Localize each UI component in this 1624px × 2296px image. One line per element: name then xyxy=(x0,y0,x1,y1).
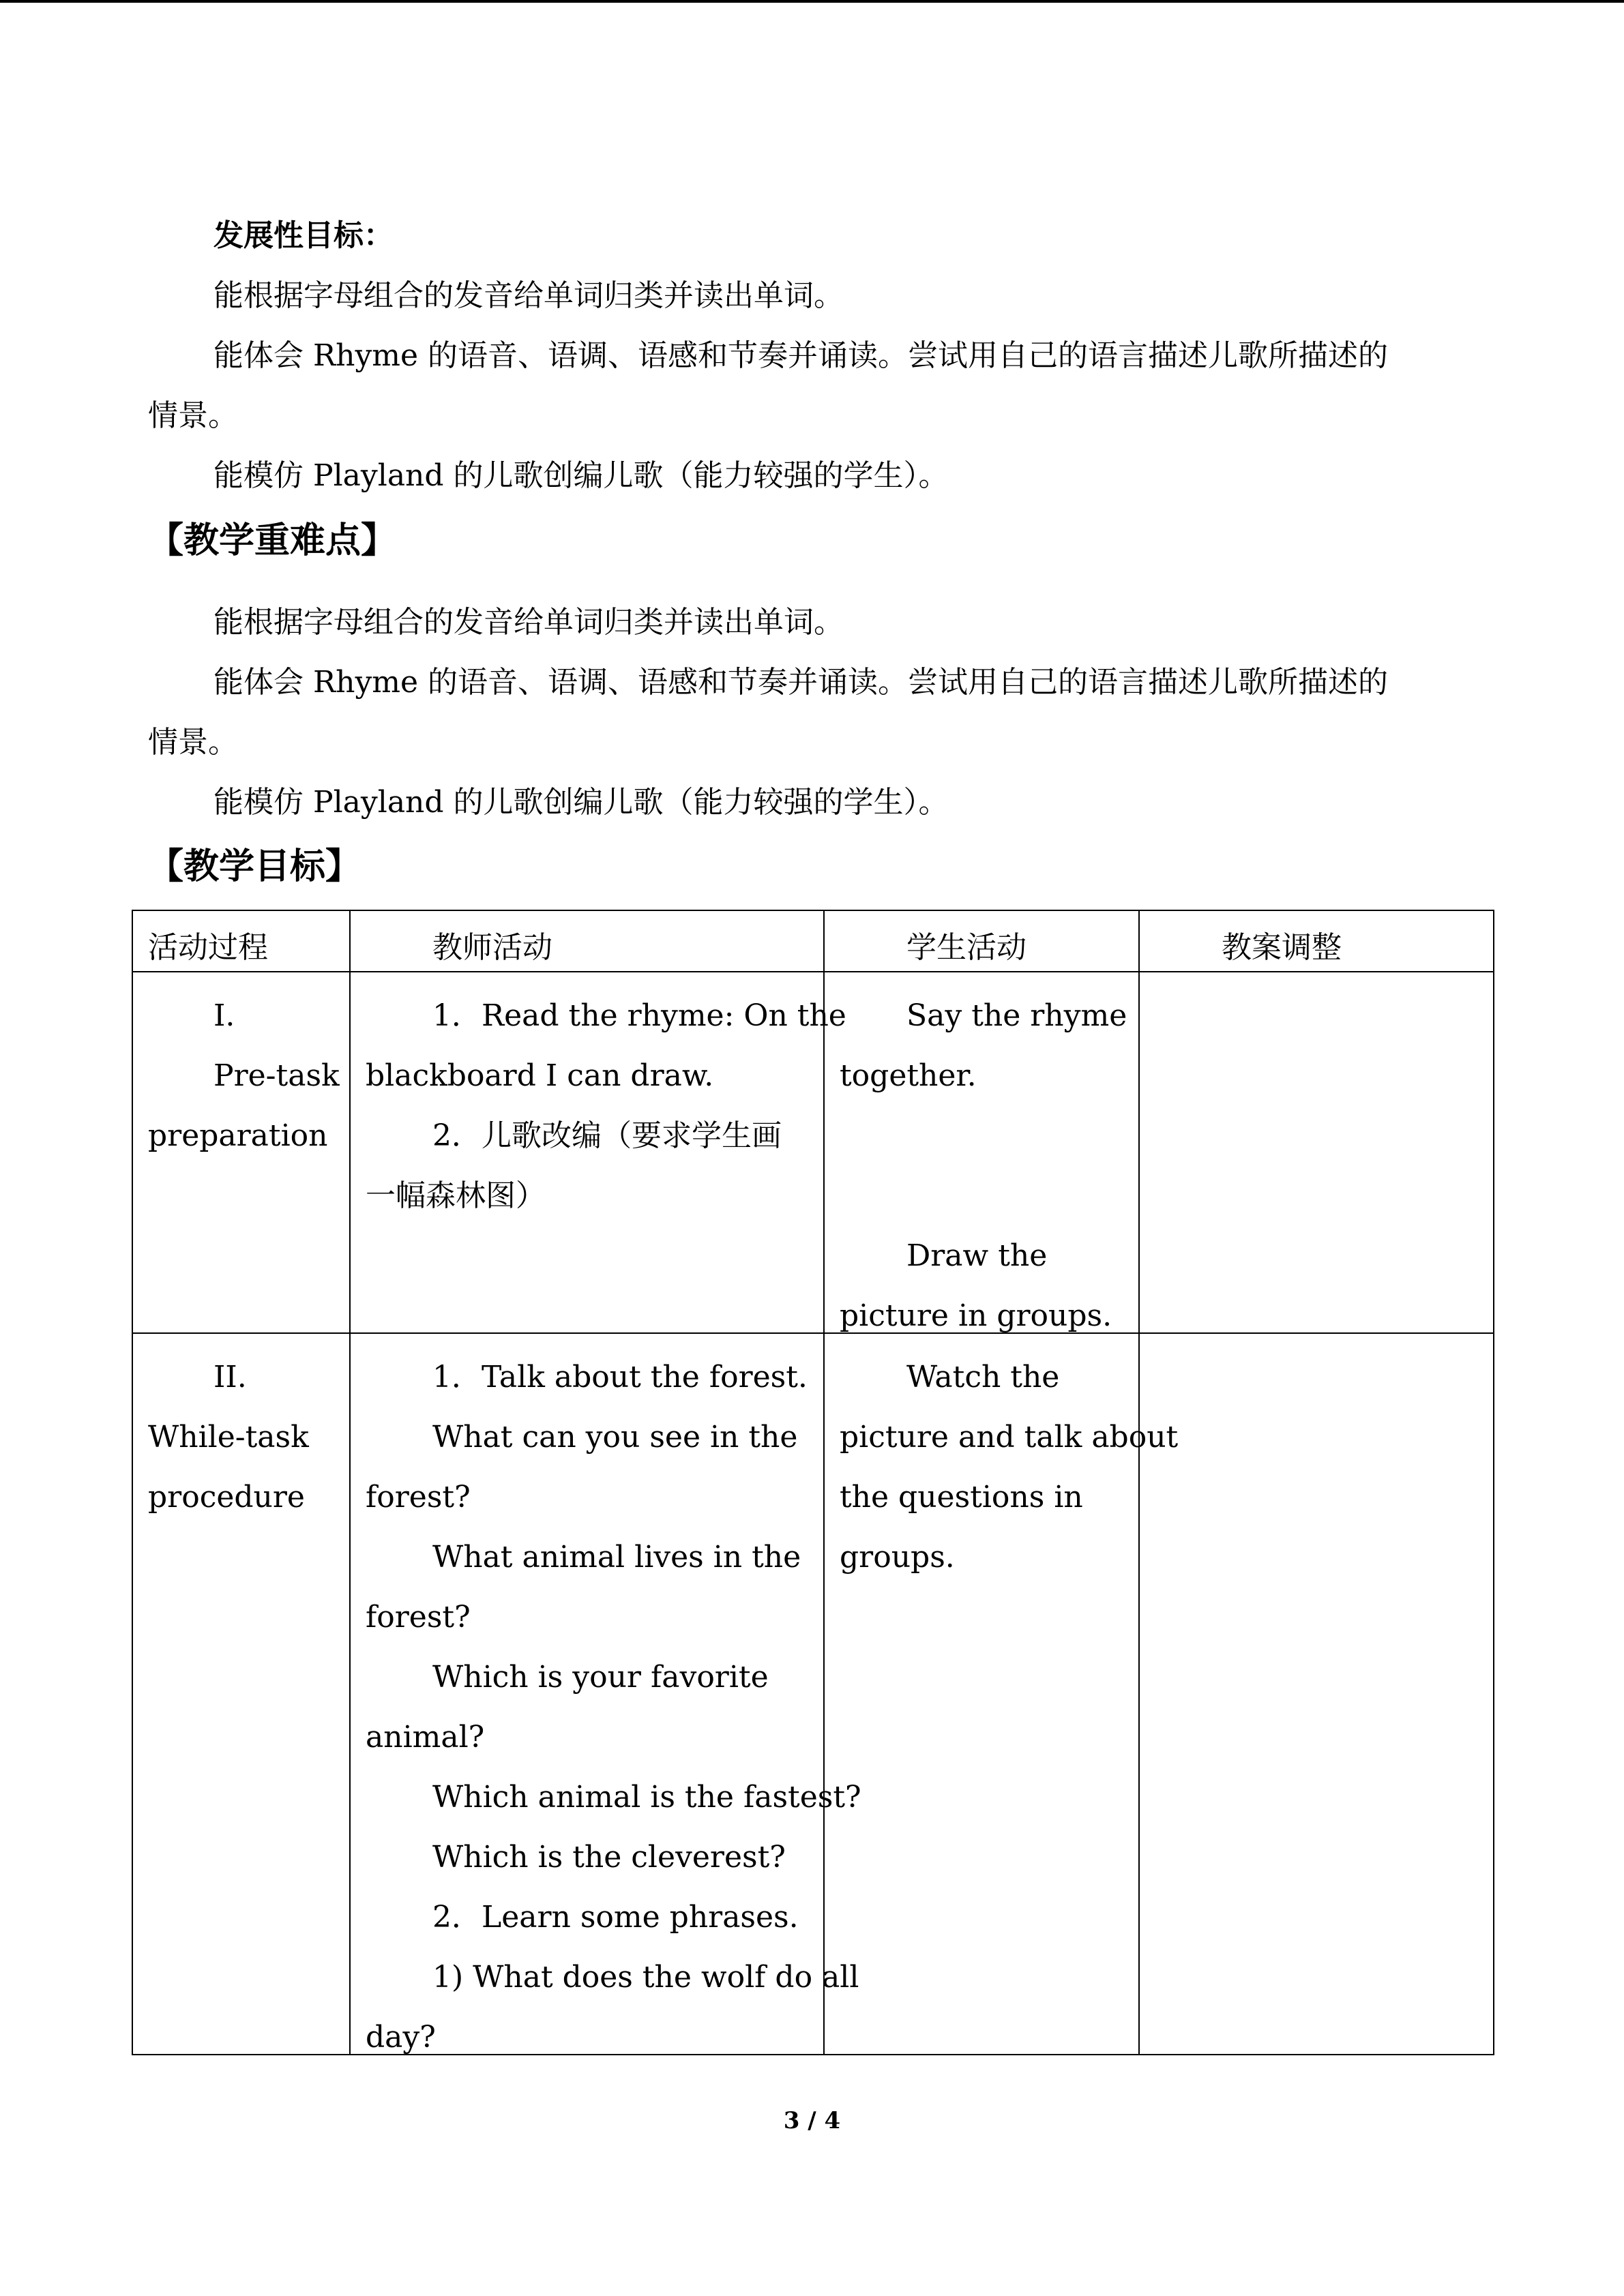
row1-adjust-cell xyxy=(1139,972,1494,1333)
row1-student-line2: together. xyxy=(840,1058,977,1093)
row2-stage-num: II. xyxy=(213,1360,247,1395)
row2-student-cell xyxy=(824,1333,1179,2055)
key-points-line1: 能根据字母组合的发音给单词归类并读出单词。 xyxy=(213,605,844,640)
row2-teacher-line3: forest? xyxy=(366,1480,471,1515)
key-points-line2a: 能体会 Rhyme 的语音、语调、语感和节奏并诵读。尝试用自己的语言描述儿歌所描述的 xyxy=(213,665,1389,700)
row1-stage-num: I. xyxy=(213,998,235,1033)
row2-teacher-line11: 1) What does the wolf do all xyxy=(432,1960,859,1995)
row1-teacher-line4: 一幅森林图） xyxy=(366,1178,546,1213)
dev-goals-line2b: 情景。 xyxy=(148,398,238,433)
dev-goals-line2a: 能体会 Rhyme 的语音、语调、语感和节奏并诵读。尝试用自己的语言描述儿歌所描述的 xyxy=(213,338,1389,373)
row1-stage-cell xyxy=(132,972,350,1333)
header-student: 学生活动 xyxy=(906,930,1027,965)
key-points-line3: 能模仿 Playland 的儿歌创编儿歌（能力较强的学生）。 xyxy=(213,785,949,820)
row2-teacher-line9: Which is the cleverest? xyxy=(432,1840,786,1875)
dev-goals-line3: 能模仿 Playland 的儿歌创编儿歌（能力较强的学生）。 xyxy=(213,458,949,493)
row1-teacher-line2: blackboard I can draw. xyxy=(366,1058,714,1093)
table-row xyxy=(132,972,1494,1333)
header-cell-adjust xyxy=(1139,910,1494,972)
row1-student-line4: picture in groups. xyxy=(840,1298,1112,1333)
row2-stage-b: procedure xyxy=(148,1480,305,1515)
row1-teacher-line1: 1．Read the rhyme: On the xyxy=(432,998,846,1033)
row2-teacher-line7: animal? xyxy=(366,1720,485,1755)
row1-stage-b: preparation xyxy=(148,1118,328,1153)
header-cell-student xyxy=(824,910,1139,972)
row2-teacher-line10: 2．Learn some phrases. xyxy=(432,1900,799,1935)
dev-goals-line1: 能根据字母组合的发音给单词归类并读出单词。 xyxy=(213,278,844,313)
header-cell-teacher xyxy=(350,910,824,972)
header-teacher: 教师活动 xyxy=(432,930,552,965)
objectives-heading: 【教学目标】 xyxy=(148,846,361,887)
row1-student-cell xyxy=(824,972,1139,1333)
row2-teacher-line12: day? xyxy=(366,2020,436,2055)
table-header-row xyxy=(132,910,1494,972)
row2-teacher-line4: What animal lives in the xyxy=(432,1540,801,1575)
row2-stage-a: While-task xyxy=(148,1420,309,1455)
row1-stage-a: Pre-task xyxy=(213,1058,340,1093)
row2-teacher-cell xyxy=(350,1333,861,2055)
row1-teacher-line3: 2．儿歌改编（要求学生画 xyxy=(432,1118,782,1153)
key-points-heading: 【教学重难点】 xyxy=(148,520,397,561)
row2-adjust-cell xyxy=(1139,1333,1494,2055)
row2-teacher-line1: 1．Talk about the forest. xyxy=(432,1360,808,1395)
row2-student-line2: picture and talk about xyxy=(840,1420,1179,1455)
row2-stage-cell xyxy=(132,1333,350,2055)
table-row xyxy=(132,1333,1494,2055)
header-process: 活动过程 xyxy=(148,930,268,965)
row2-student-line3: the questions in xyxy=(840,1480,1083,1515)
row1-student-line3: Draw the xyxy=(906,1238,1048,1273)
lesson-plan-table xyxy=(132,910,1494,2055)
header-adjust: 教案调整 xyxy=(1222,930,1342,965)
row2-teacher-line5: forest? xyxy=(366,1600,471,1635)
row1-student-line1: Say the rhyme xyxy=(906,998,1127,1033)
row1-teacher-cell xyxy=(350,972,846,1333)
page-number: 3 / 4 xyxy=(783,2107,841,2134)
page-top-border xyxy=(0,0,1624,3)
row2-teacher-line2: What can you see in the xyxy=(432,1420,798,1455)
row2-student-line4: groups. xyxy=(840,1540,955,1575)
header-cell-process xyxy=(132,910,350,972)
row2-student-line1: Watch the xyxy=(906,1360,1060,1395)
row2-teacher-line6: Which is your favorite xyxy=(432,1660,769,1695)
row2-teacher-line8: Which animal is the fastest? xyxy=(432,1780,861,1815)
key-points-line2b: 情景。 xyxy=(148,725,238,760)
dev-goals-title: 发展性目标： xyxy=(213,218,394,253)
